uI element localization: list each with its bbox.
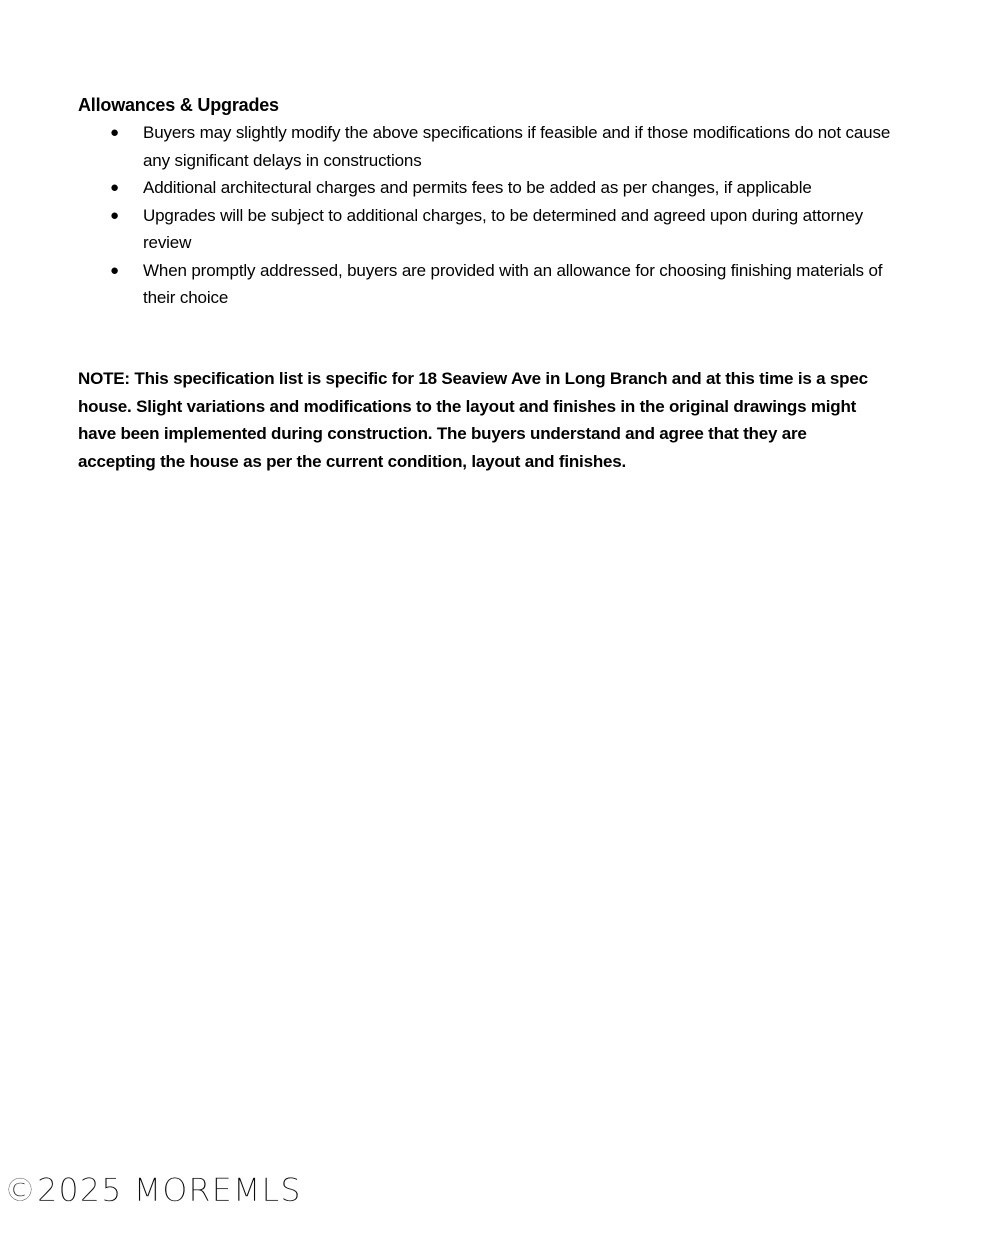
section-heading: Allowances & Upgrades bbox=[78, 95, 279, 115]
list-item bbox=[108, 174, 908, 202]
bullet-icon: ● bbox=[110, 261, 119, 279]
bullet-icon: ● bbox=[110, 179, 119, 196]
copyright-watermark: ©2025 MOREMLS bbox=[4, 1171, 302, 1209]
list-item-text: Upgrades will be subject to additional charges, to be determined and agreed upon during attorney review bbox=[143, 205, 863, 252]
list-item-text: When promptly addressed, buyers are provided with an allowance for choosing finishing materials of their choice bbox=[143, 260, 883, 307]
list-item-text: Buyers may slightly modify the above specifications if feasible and if those modifications do not cause any significant delays in constructions bbox=[143, 123, 891, 170]
bullet-icon: ● bbox=[110, 206, 119, 224]
list-item bbox=[108, 202, 908, 257]
list-item bbox=[108, 257, 908, 312]
bullet-icon: ● bbox=[110, 124, 119, 141]
list-item-text: Additional architectural charges and permits fees to be added as per changes, if applicable bbox=[143, 178, 812, 197]
disclaimer-note: NOTE: This specification list is specific for 18 Seaview Ave in Long Branch and at this time is a spec house. Slight variations and modifications to the layout and finishes in the original drawings might have been implemented during construction. The buyers understand and agree that they are accepting the house as per the current condition, layout and finishes. bbox=[78, 369, 868, 471]
allowances-list bbox=[108, 119, 908, 312]
list-item bbox=[108, 119, 908, 174]
